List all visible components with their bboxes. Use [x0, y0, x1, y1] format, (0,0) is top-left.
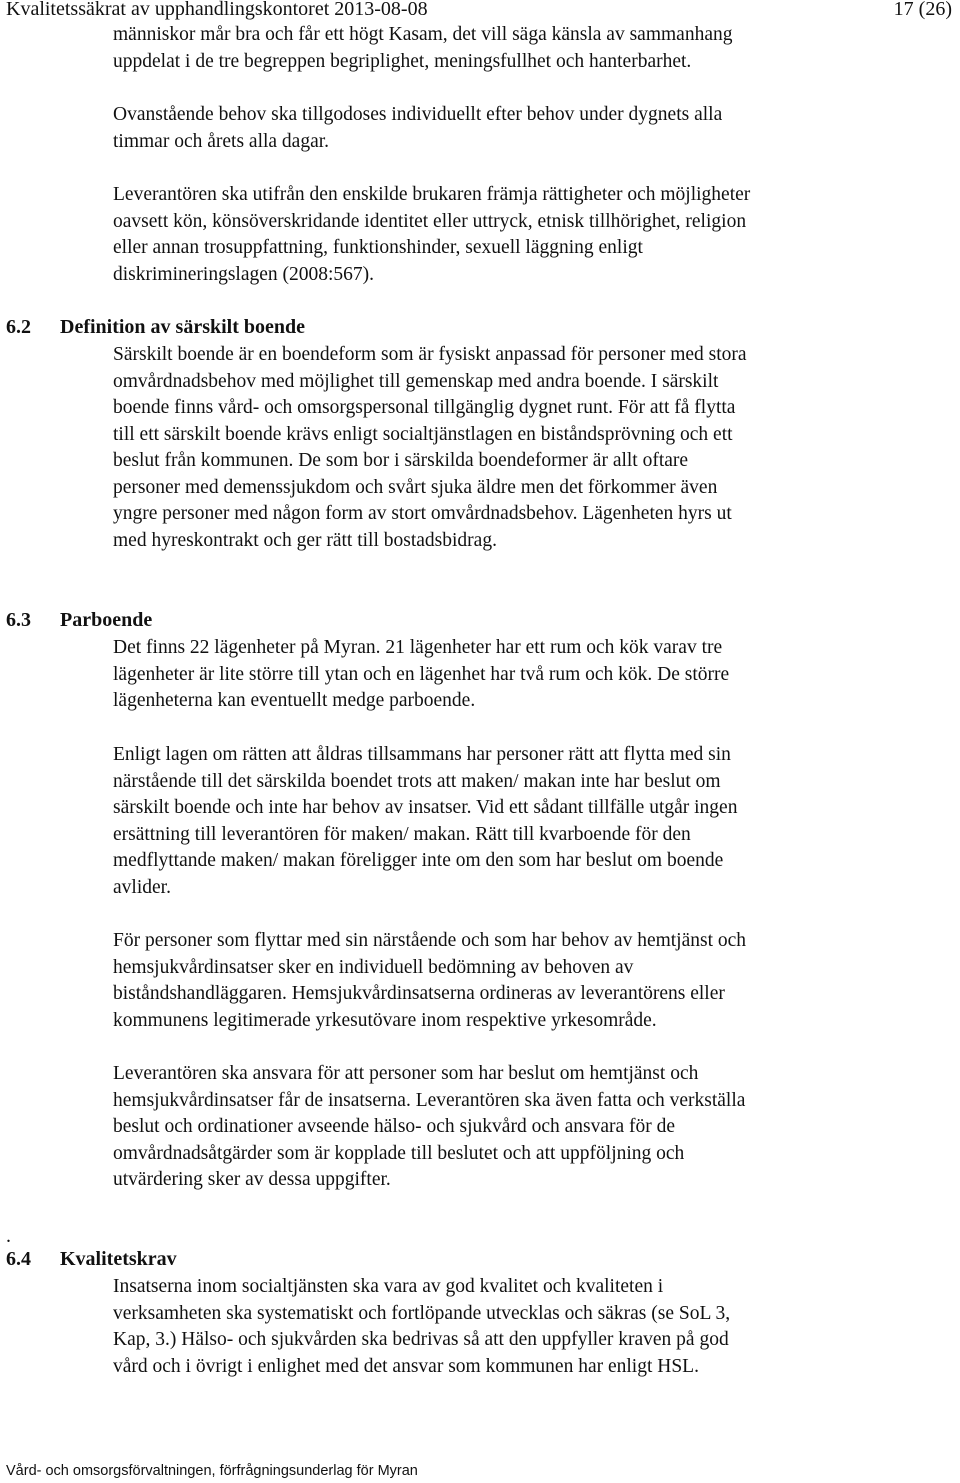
paragraph-rights — [113, 182, 913, 288]
text-line: Enligt lagen om rätten att åldras tillsammans har personer rätt att flytta med sin — [113, 744, 731, 765]
text-line: ersättning till leverantören för maken/ makan. Rätt till kvarboende för den — [113, 823, 691, 845]
text-line: vård och i övrigt i enlighet med det ansvar som kommunen har enligt HSL. — [113, 1355, 699, 1377]
heading-title: Definition av särskilt boende — [60, 316, 306, 338]
text-line: med hyreskontrakt och ger rätt till bostadsbidrag. — [113, 529, 497, 551]
text-line: hemsjukvårdinsatser får de insatserna. Leverantören ska även fatta och verkställa — [113, 1089, 746, 1111]
text-line: Leverantören ska ansvara för att personer som har beslut om hemtjänst och — [113, 1063, 699, 1084]
text-line: lägenheterna kan eventuellt medge parboende. — [113, 690, 476, 711]
stray-dot: . — [6, 1225, 11, 1247]
text-line: timmar och årets alla dagar. — [113, 130, 330, 152]
header-title: Kvalitetssäkrat av upphandlingskontoret 2013-08-08 — [6, 0, 428, 20]
text-line: Insatserna inom socialtjänsten ska vara av god kvalitet och kvaliteten i — [113, 1276, 664, 1297]
text-line: biståndshandläggaren. Hemsjukvårdinsatserna ordineras av leverantörens eller — [113, 983, 725, 1004]
text-line: människor mår bra och får ett högt Kasam, det vill säga känsla av sammanhang — [113, 24, 733, 45]
text-line: hemsjukvårdinsatser sker en individuell bedömning av behoven av — [113, 956, 634, 978]
text-line: yngre personer med någon form av stort omvårdnadsbehov. Lägenheten hyrs ut — [113, 503, 732, 524]
heading-title: Parboende — [60, 609, 153, 631]
text-line: För personer som flyttar med sin närstående och som har behov av hemtjänst och — [113, 930, 747, 951]
text-line: Kap, 3.) Hälso- och sjukvården ska bedrivas så att den uppfyller kraven på god — [113, 1329, 729, 1350]
text-line: Leverantören ska utifrån den enskilde brukaren främja rättigheter och möjligheter — [113, 184, 751, 205]
heading-number: 6.3 — [6, 609, 31, 631]
text-line: omvårdnadsbehov med möjlighet till gemenskap med andra boende. I särskilt — [113, 370, 719, 392]
footer-text: Vård- och omsorgsförvaltningen, förfrågningsunderlag för Myran — [6, 1463, 418, 1479]
text-line: Ovanstående behov ska tillgodoses individuellt efter behov under dygnets alla — [113, 104, 723, 125]
paragraph-definition — [113, 342, 913, 554]
paragraph-home-care — [113, 928, 913, 1034]
text-line: särskilt boende och inte har behov av insatser. Vid ett sådant tillfälle utgår ingen — [113, 797, 738, 818]
text-line: oavsett kön, könsöverskridande identitet eller uttryck, etnisk tillhörighet, religion — [113, 210, 747, 232]
text-line: uppdelat i de tre begreppen begriplighet, meningsfullhet och hanterbarhet. — [113, 50, 692, 72]
paragraph-responsibility — [113, 1061, 913, 1194]
text-line: boende finns vård- och omsorgspersonal tillgänglig dygnet runt. För att få flytta — [113, 397, 736, 418]
page-number: 17 (26) — [893, 0, 952, 20]
text-line: beslut och ordinationer avseende hälso- och sjukvård och ansvara för de — [113, 1116, 676, 1137]
heading-number: 6.4 — [6, 1248, 31, 1270]
paragraph-quality — [113, 1274, 913, 1380]
text-line: till ett särskilt boende krävs enligt socialtjänstlagen en biståndsprövning och ett — [113, 423, 733, 445]
text-line: avlider. — [113, 876, 171, 898]
paragraph-kasam — [113, 22, 913, 75]
text-line: kommunens legitimerade yrkesutövare inom respektive yrkesområde. — [113, 1009, 657, 1031]
paragraph-apartments — [113, 635, 913, 715]
heading-title: Kvalitetskrav — [60, 1248, 177, 1270]
text-line: lägenheter är lite större till ytan och en lägenhet har två rum och kök. De större — [113, 663, 730, 685]
text-line: personer med demenssjukdom och svårt sjuka äldre men det förkommer även — [113, 476, 718, 498]
text-line: Särskilt boende är en boendeform som är fysiskt anpassad för personer med stora — [113, 344, 747, 365]
paragraph-law — [113, 742, 913, 901]
text-line: utvärdering sker av dessa uppgifter. — [113, 1169, 391, 1190]
text-line: beslut från kommunen. De som bor i särskilda boendeformer är allt oftare — [113, 450, 689, 471]
text-line: närstående till det särskilda boendet trots att maken/ makan inte har beslut om — [113, 770, 721, 792]
heading-number: 6.2 — [6, 316, 31, 338]
text-line: eller annan trosuppfattning, funktionshinder, sexuell läggning enligt — [113, 237, 643, 258]
text-line: Det finns 22 lägenheter på Myran. 21 lägenheter har ett rum och kök varav tre — [113, 637, 723, 658]
text-line: omvårdnadsåtgärder som är kopplade till beslutet och att uppföljning och — [113, 1142, 685, 1164]
text-line: diskrimineringslagen (2008:567). — [113, 263, 375, 285]
text-line: medflyttande maken/ makan föreligger inte om den som har beslut om boende — [113, 850, 724, 871]
text-line: verksamheten ska systematiskt och fortlöpande utvecklas och säkras (se SoL 3, — [113, 1302, 731, 1324]
paragraph-needs — [113, 102, 913, 155]
